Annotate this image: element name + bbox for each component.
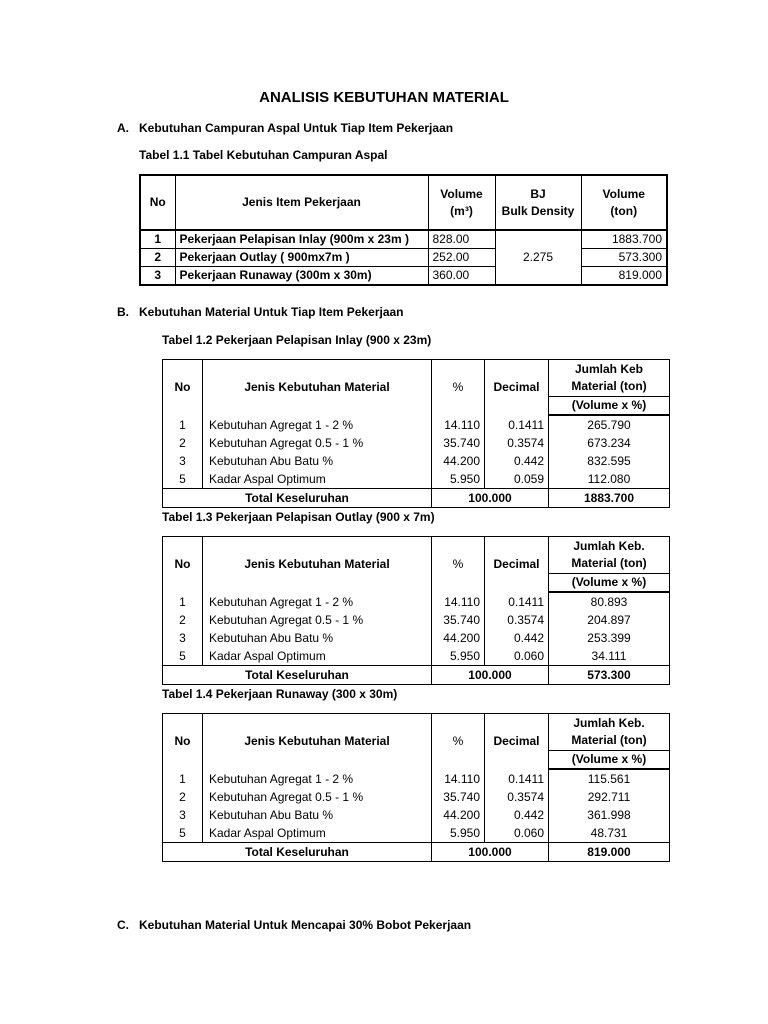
- total-label: Total Keseluruhan: [163, 843, 432, 862]
- cell-decimal: 0.3574: [485, 434, 549, 452]
- cell-no: 3: [140, 267, 175, 286]
- total-jumlah: 573.300: [549, 666, 670, 685]
- col-header-jenis: Jenis Kebutuhan Material: [203, 360, 432, 416]
- header-line: Jumlah Keb.: [573, 539, 645, 553]
- cell-decimal: 0.059: [485, 470, 549, 489]
- cell-no: 1: [140, 230, 175, 249]
- header-line: Volume: [440, 186, 483, 201]
- cell-jenis: Kadar Aspal Optimum: [203, 824, 432, 843]
- cell-jenis: Kadar Aspal Optimum: [203, 647, 432, 666]
- header-line: (m³): [450, 203, 473, 218]
- cell-no: 3: [163, 452, 203, 470]
- col-header-jumlah: [549, 714, 670, 751]
- cell-decimal: 0.1411: [485, 769, 549, 788]
- cell-percent: 35.740: [432, 611, 485, 629]
- total-row: [163, 489, 670, 508]
- cell-percent: 44.200: [432, 806, 485, 824]
- table-row: [140, 267, 667, 286]
- col-subheader-volume: (Volume x %): [549, 397, 670, 416]
- cell-jenis: Kadar Aspal Optimum: [203, 470, 432, 489]
- table-row: [140, 249, 667, 267]
- cell-no: 1: [163, 769, 203, 788]
- cell-decimal: 0.3574: [485, 788, 549, 806]
- cell-volume-ton: 573.300: [581, 249, 667, 267]
- cell-jumlah: 265.790: [549, 415, 670, 434]
- table-campuran-aspal: [139, 174, 668, 286]
- col-header-decimal: Decimal: [485, 537, 549, 593]
- cell-percent: 14.110: [432, 415, 485, 434]
- col-header-percent: %: [432, 537, 485, 593]
- header-line: Jumlah Keb: [574, 362, 643, 376]
- cell-jumlah: 204.897: [549, 611, 670, 629]
- table12-caption: Tabel 1.2 Pekerjaan Pelapisan Inlay (900 x 23m): [162, 333, 432, 347]
- header-line: Bulk Density: [501, 203, 575, 218]
- table13-caption: Tabel 1.3 Pekerjaan Pelapisan Outlay (900 x 7m): [162, 510, 435, 524]
- header-line: (ton): [610, 203, 638, 218]
- col-subheader-volume: (Volume x %): [549, 574, 670, 593]
- col-header-bj: [495, 175, 581, 230]
- table-row: [140, 230, 667, 249]
- total-percent: 100.000: [432, 489, 549, 508]
- table11-caption: Tabel 1.1 Tabel Kebutuhan Campuran Aspal: [139, 148, 388, 162]
- table-row: [163, 611, 670, 629]
- col-header-jenis: Jenis Kebutuhan Material: [203, 714, 432, 770]
- cell-jumlah: 112.080: [549, 470, 670, 489]
- cell-jumlah: 832.595: [549, 452, 670, 470]
- cell-jenis: Kebutuhan Agregat 1 - 2 %: [203, 592, 432, 611]
- cell-decimal: 0.3574: [485, 611, 549, 629]
- cell-jenis: Pekerjaan Pelapisan Inlay (900m x 23m ): [175, 230, 428, 249]
- table-row: [163, 629, 670, 647]
- cell-volume-m3: 252.00: [428, 249, 495, 267]
- section-a-text: Kebutuhan Campuran Aspal Untuk Tiap Item Pekerjaan: [139, 121, 454, 135]
- cell-no: 2: [163, 788, 203, 806]
- cell-percent: 44.200: [432, 452, 485, 470]
- cell-jenis: Kebutuhan Agregat 1 - 2 %: [203, 415, 432, 434]
- table-row: [163, 415, 670, 434]
- section-c-letter: C.: [117, 918, 129, 932]
- cell-no: 5: [163, 824, 203, 843]
- col-header-percent: %: [432, 360, 485, 416]
- cell-volume-m3: 828.00: [428, 230, 495, 249]
- total-row: [163, 666, 670, 685]
- col-header-no: No: [163, 537, 203, 593]
- header-line: Jumlah Keb.: [573, 716, 645, 730]
- cell-percent: 35.740: [432, 434, 485, 452]
- cell-jenis: Kebutuhan Agregat 1 - 2 %: [203, 769, 432, 788]
- cell-percent: 35.740: [432, 788, 485, 806]
- cell-jenis: Kebutuhan Abu Batu %: [203, 452, 432, 470]
- header-line: Material (ton): [571, 379, 647, 393]
- section-a-letter: A.: [117, 121, 129, 135]
- col-header-percent: %: [432, 714, 485, 770]
- cell-no: 5: [163, 470, 203, 489]
- cell-percent: 5.950: [432, 824, 485, 843]
- col-header-jumlah: [549, 537, 670, 574]
- header-line: Volume: [602, 186, 645, 201]
- col-header-jenis: Jenis Item Pekerjaan: [175, 175, 428, 230]
- cell-jenis: Pekerjaan Outlay ( 900mx7m ): [175, 249, 428, 267]
- cell-no: 2: [163, 434, 203, 452]
- col-header-volume-ton: [581, 175, 667, 230]
- col-header-no: No: [163, 360, 203, 416]
- cell-jenis: Pekerjaan Runaway (300m x 30m): [175, 267, 428, 286]
- cell-no: 2: [163, 611, 203, 629]
- cell-jumlah: 34.111: [549, 647, 670, 666]
- cell-jumlah: 48.731: [549, 824, 670, 843]
- cell-jumlah: 115.561: [549, 769, 670, 788]
- cell-decimal: 0.1411: [485, 592, 549, 611]
- section-c-heading: [117, 918, 471, 932]
- table-outlay: [162, 536, 670, 685]
- table-row: [163, 788, 670, 806]
- table-runaway: [162, 713, 670, 862]
- cell-jenis: Kebutuhan Abu Batu %: [203, 629, 432, 647]
- col-header-no: No: [163, 714, 203, 770]
- section-c-text: Kebutuhan Material Untuk Mencapai 30% Bobot Pekerjaan: [139, 918, 472, 932]
- cell-decimal: 0.442: [485, 452, 549, 470]
- cell-no: 2: [140, 249, 175, 267]
- cell-no: 3: [163, 629, 203, 647]
- table-row: [163, 592, 670, 611]
- cell-jenis: Kebutuhan Agregat 0.5 - 1 %: [203, 434, 432, 452]
- section-b-heading: [117, 305, 404, 319]
- table-row: [163, 806, 670, 824]
- table-inlay: [162, 359, 670, 508]
- header-line: Material (ton): [571, 733, 647, 747]
- cell-decimal: 0.060: [485, 647, 549, 666]
- cell-percent: 14.110: [432, 592, 485, 611]
- total-percent: 100.000: [432, 843, 549, 862]
- cell-volume-ton: 1883.700: [581, 230, 667, 249]
- cell-jenis: Kebutuhan Agregat 0.5 - 1 %: [203, 611, 432, 629]
- cell-jumlah: 361.998: [549, 806, 670, 824]
- table-row: [163, 434, 670, 452]
- cell-jumlah: 253.399: [549, 629, 670, 647]
- total-label: Total Keseluruhan: [163, 666, 432, 685]
- table-row: [163, 452, 670, 470]
- cell-percent: 44.200: [432, 629, 485, 647]
- cell-bj-value: 2.275: [495, 230, 581, 285]
- col-header-decimal: Decimal: [485, 714, 549, 770]
- cell-jenis: Kebutuhan Abu Batu %: [203, 806, 432, 824]
- cell-jumlah: 80.893: [549, 592, 670, 611]
- total-row: [163, 843, 670, 862]
- col-header-volume-m3: [428, 175, 495, 230]
- header-line: BJ: [530, 186, 546, 201]
- total-percent: 100.000: [432, 666, 549, 685]
- cell-percent: 5.950: [432, 647, 485, 666]
- cell-no: 1: [163, 415, 203, 434]
- total-label: Total Keseluruhan: [163, 489, 432, 508]
- header-line: Material (ton): [571, 556, 647, 570]
- cell-decimal: 0.060: [485, 824, 549, 843]
- cell-percent: 5.950: [432, 470, 485, 489]
- cell-decimal: 0.442: [485, 806, 549, 824]
- cell-jumlah: 673.234: [549, 434, 670, 452]
- section-b-letter: B.: [117, 305, 129, 319]
- table-row: [163, 769, 670, 788]
- cell-percent: 14.110: [432, 769, 485, 788]
- section-b-text: Kebutuhan Material Untuk Tiap Item Pekerjaan: [139, 305, 404, 319]
- cell-decimal: 0.1411: [485, 415, 549, 434]
- table-row: [163, 470, 670, 489]
- cell-jumlah: 292.711: [549, 788, 670, 806]
- table-row: [163, 824, 670, 843]
- section-a-heading: [117, 121, 453, 135]
- col-header-jumlah: [549, 360, 670, 397]
- total-jumlah: 819.000: [549, 843, 670, 862]
- cell-volume-ton: 819.000: [581, 267, 667, 286]
- col-header-no: No: [140, 175, 175, 230]
- table14-caption: Tabel 1.4 Pekerjaan Runaway (300 x 30m): [162, 687, 398, 701]
- document-title: ANALISIS KEBUTUHAN MATERIAL: [259, 89, 509, 106]
- total-jumlah: 1883.700: [549, 489, 670, 508]
- cell-jenis: Kebutuhan Agregat 0.5 - 1 %: [203, 788, 432, 806]
- cell-decimal: 0.442: [485, 629, 549, 647]
- cell-no: 1: [163, 592, 203, 611]
- col-header-jenis: Jenis Kebutuhan Material: [203, 537, 432, 593]
- cell-no: 5: [163, 647, 203, 666]
- table-row: [163, 647, 670, 666]
- cell-no: 3: [163, 806, 203, 824]
- col-subheader-volume: (Volume x %): [549, 751, 670, 770]
- cell-volume-m3: 360.00: [428, 267, 495, 286]
- col-header-decimal: Decimal: [485, 360, 549, 416]
